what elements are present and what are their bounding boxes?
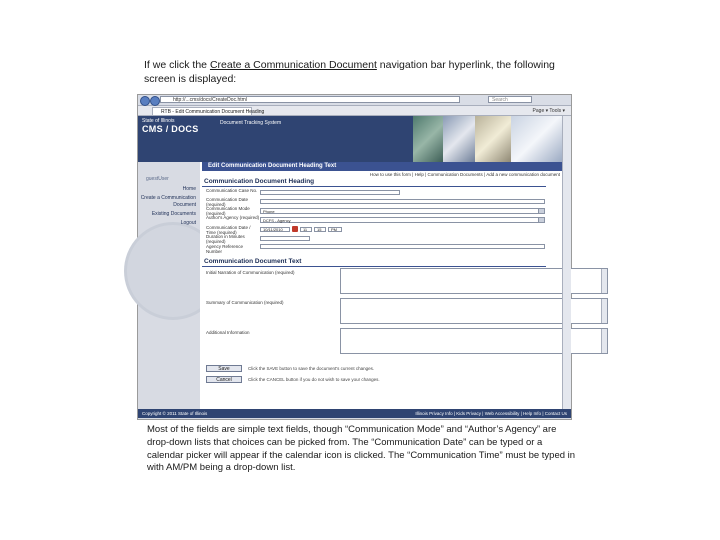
sidebar-item-existing-documents[interactable]: Existing Documents [151,211,196,217]
copyright-text: Copyright © 2011 State of Illinois [142,411,208,416]
scrollbar[interactable] [601,299,607,323]
calendar-icon[interactable] [292,226,298,232]
page-scrollbar[interactable] [562,116,571,409]
textarea-label-initial: Initial Narration of Communication (required) [206,270,295,275]
header-photo-1 [413,116,443,162]
intro-text: If we click the Create a Communication Document navigation bar hyperlink, the following screen is displayed: [144,59,555,85]
duration-input[interactable] [260,236,310,241]
field-label-comm-mode: Communication Mode (required) [206,206,250,216]
site-footer [138,409,571,418]
browser-tab[interactable]: RTB - Edit Communication Document Heading [152,107,252,115]
ampm-select[interactable]: PM [328,227,342,232]
text-section-title: Communication Document Text [204,258,302,265]
forward-icon[interactable] [150,96,160,106]
state-label: State of Illinois [142,118,175,124]
field-label-comm-datetime: Communication Date / Time (required) [206,225,251,235]
caption-text: Most of the fields are simple text fields, though “Communication Mode” and “Author’s Agency” are drop-down lists that choices can be picked from. The “Communication Date” can be typed or a calendar picker will appear if the calendar icon is clicked. The “Communication Time” must be typed in with AM/PM being a drop-down list. [147,424,576,474]
user-label: guestUser [146,176,169,182]
main-content [200,162,563,409]
comm-date-value-input[interactable]: 10/11/2010 [260,227,290,232]
field-label-duration: Duration in Minutes (required) [206,234,245,244]
site-header [138,116,571,162]
textarea-label-additional: Additional Information [206,330,250,335]
browser-search-input[interactable]: Search [488,96,532,103]
browser-toolbar [138,95,571,106]
footer-links[interactable]: Illinois Privacy Info | Kids Privacy | Web Accessibility | Help Info | Contact Us [415,411,567,416]
sidebar-item-home[interactable]: Home [182,186,196,192]
address-bar[interactable]: http://...cms/docs/CreateDoc.html [160,96,460,103]
back-icon[interactable] [140,96,150,106]
browser-tools-menu[interactable]: Page ▾ Tools ▾ [532,108,565,114]
field-label-agency-ref: Agency Reference Number [206,244,244,254]
chevron-down-icon [538,218,544,222]
save-button[interactable]: Save [206,365,242,372]
agency-ref-input[interactable] [260,244,545,249]
save-help-text: Click the SAVE button to save the document's current changes. [248,366,375,371]
minute-input[interactable]: 15 [314,227,326,232]
field-label-case-no: Communication Case No. [206,188,258,193]
sidebar-item-logout[interactable]: Logout [180,220,196,226]
tab-bar [138,106,571,116]
scrollbar[interactable] [601,269,607,293]
textarea-label-summary: Summary of Communication (required) [206,300,284,305]
header-photo-4 [511,116,563,162]
header-photo-3 [475,116,511,162]
field-label-comm-date: Communication Date (required) [206,197,249,207]
page-heading: Edit Communication Document Heading Text [202,162,562,171]
divider [202,186,546,187]
create-communication-document-link[interactable]: Create a Communication Document [209,59,377,71]
sidebar-item-create-document[interactable]: Create a Communication Document [140,195,196,208]
header-photo-2 [443,116,475,162]
comm-mode-select[interactable]: Phone [260,208,545,214]
field-label-author-agency: Author's Agency (required) [206,215,260,220]
cancel-help-text: Click the CANCEL button if you do not wish to save your changes. [248,377,380,382]
author-agency-select[interactable]: DCFS - Agency [260,217,545,223]
help-links[interactable]: How to use this form | Help | Communication Documents | Add a new communication document [369,172,560,177]
chevron-down-icon [538,209,544,213]
hour-input[interactable]: 11 [300,227,312,232]
sidebar [138,162,200,409]
heading-section-title: Communication Document Heading [204,178,315,185]
site-tagline: Document Tracking System [220,120,282,126]
case-no-input[interactable] [260,190,400,195]
comm-date-input[interactable] [260,199,545,204]
site-title: CMS / DOCS [142,124,199,134]
scrollbar[interactable] [601,329,607,353]
cancel-button[interactable]: Cancel [206,376,242,383]
divider [202,266,546,267]
screenshot [137,94,572,420]
